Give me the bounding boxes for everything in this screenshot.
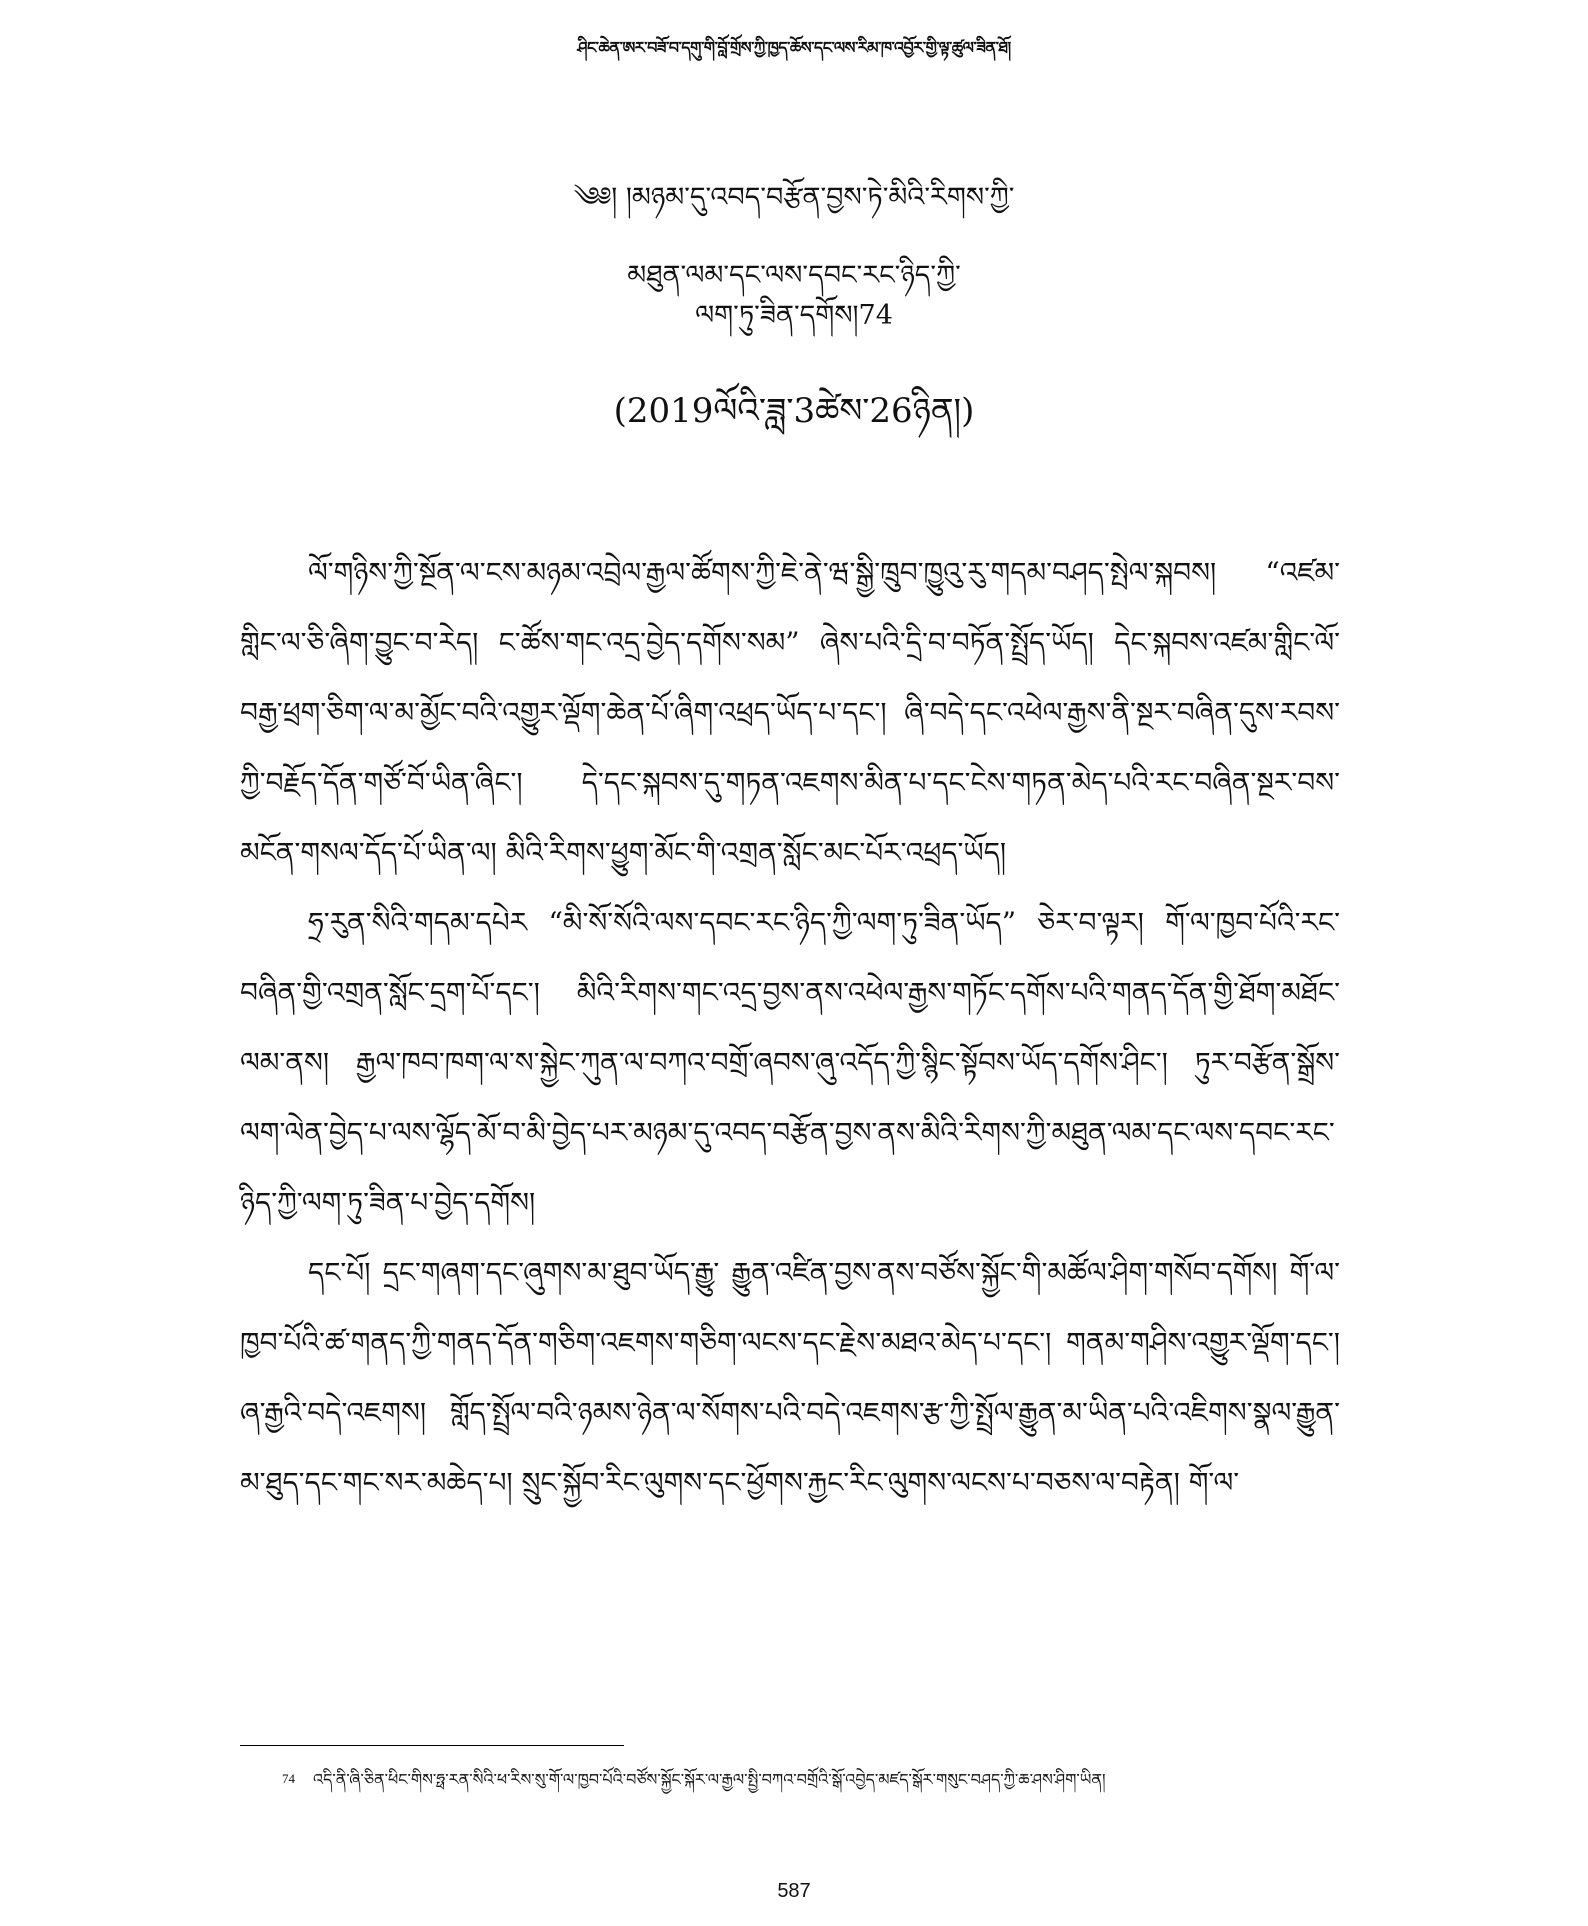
title-date: (2019ལོའི་ཟླ་3ཚེས་26ཉིན།) [613,391,975,431]
footnote-divider [240,1745,624,1746]
title-line-1: ༄༅། །མཉམ་དུ་འབད་བརྩོན་བྱས་ཏེ་མིའི་རིགས་ཀྱི་ [573,182,1015,213]
page-number: 587 [777,1880,811,1902]
footnote-number: 74 [282,1771,295,1786]
running-header: ཤིང་ཆེན་ཨར་བཟོ་བ་དགུ་གི་བློ་གྲོས་ཀྱི་ཁྱད་ཆོས་དང་ལས་རིམ་ཁ་འབྱོར་གྱི་ལྟ་ཚུལ་ཟིན་ཐོ། [577,38,1011,57]
paragraph-2: ཧྲ་རུན་སིའི་གདམ་དཔེར “མི་སོ་སོའི་ལས་དབང་རང་ཉིད་ཀྱི་ལག་ཏུ་ཟིན་ཡོད” ཅེར་བ་ལྟར། གོ་ལ་ཁྱབ་པོའི་རང་བཞིན་གྱི་འགྲན་སློང་དྲག་པོ་དང་། མིའི་རིགས་གང་འདྲ་བྱས་ནས་འཕེལ་རྒྱས་གཏོང་དགོས་པའི་གནད་དོན་གྱི་ཐོག་མཐོང་ལམ་ནས། རྒྱལ་ཁབ་ཁག་ལ་ས་སྐྱེང་ཀུན་ལ་བཀའ་བགྲོ་ཞབས་ཞུ་འདོད་ཀྱི་སྙིང་སྟོབས་ཡོད་དགོས་ཤིང་། ཏུར་བརྩོན་སྒྲོས་ལག་ལེན་བྱེད་པ་ལས་ལྷོད་མོ་བ་མི་བྱེད་པར་མཉམ་དུ་འབད་བརྩོན་བྱས་ནས་མིའི་རིགས་ཀྱི་མཐུན་ལམ་དང་ལས་དབང་རང་ཉིད་ཀྱི་ལག་ཏུ་ཟིན་པ་བྱེད་དགོས། [240,906,1340,1219]
footnote [282,1762,1332,1807]
title-line-2: མཐུན་ལམ་དང་ལས་དབང་རང་ཉིད་ཀྱི་ [627,260,961,291]
title-block [0,178,1588,436]
footnote-text: འདི་ནི་ཞི་ཅིན་ཕིང་གིས་ཧྥ་རན་སིའི་ཕ་རིས་སུ་གོ་ལ་ཁྱབ་པོའི་བཙོས་སྐྱོང་སྐོར་ལ་རྒྱལ་སྤྱི་བཀའ་བགྲོའི་སྒོ་འབྱེད་མཛད་སྒོར་གསུང་བཤད་ཀྱི་ཆ་ཤས་ཤིག་ཡིན། [313,1770,1106,1789]
paragraph-1: ལོ་གཉིས་ཀྱི་སྔོན་ལ་ངས་མཉམ་འབྲེལ་རྒྱལ་ཚོགས་ཀྱི་ཇེ་ནེ་ཝ་སྒྱི་ཁྲུབ་ཁྱུའུ་རུ་གདམ་བཤད་སྤེལ་སྐབས། “འཛམ་གླིང་ལ་ཅི་ཞིག་བྱུང་བ་རེད། ང་ཚོས་གང་འདྲ་བྱེད་དགོས་སམ” ཞེས་པའི་དྲི་བ་བཏོན་སྤྲོད་ཡོད། དེང་སྐབས་འཛམ་གླིང་ལོ་བརྒྱ་ཕྲག་ཅིག་ལ་མ་མྱོང་བའི་འགྱུར་ལྡོག་ཆེན་པོ་ཞིག་འཕྲད་ཡོད་པ་དང་། ཞི་བདེ་དང་འཕེལ་རྒྱས་ནི་སྔར་བཞིན་དུས་རབས་ཀྱི་བརྗོད་དོན་གཙོ་བོ་ཡིན་ཞིང་། དེ་དང་སྐབས་དུ་གཏན་འཇགས་མིན་པ་དང་ངེས་གཏན་མེད་པའི་རང་བཞིན་སྔར་བས་མངོན་གསལ་དོད་པོ་ཡིན་ལ། མིའི་རིགས་ཕྱུག་མོང་གི་འགྲན་སློང་མང་པོར་འཕྲད་ཡོད། [240,556,1340,869]
body-text [240,538,1340,1518]
paragraph-3: དང་པོ། དྲང་གཞག་དང་ཞུགས་མ་ཐུབ་ཡོད་རྒྱུ་ རྒྱུན་འཛིན་བྱས་ནས་བཙོས་སྐྱོང་གི་མཚོལ་ཤིག་གསོབ་དགོས། གོ་ལ་ཁྱབ་པོའི་ཚ་གནད་ཀྱི་གནད་དོན་གཅིག་འཇགས་གཅིག་ལངས་དང་རྗེས་མཐའ་མེད་པ་དང་། གནམ་གཤིས་འགྱུར་ལྡོག་དང་། ཞ་རྒྱའི་བདེ་འཇགས། གློད་སྤྲོལ་བའི་ཉམས་ཉེན་ལ་སོགས་པའི་བདེ་འཇགས་རྩ་ཀྱི་སྤྲོལ་རྒྱུན་མ་ཡིན་པའི་འཇིགས་སྣལ་རྒྱུན་མ་ཐུད་དང་གང་སར་མཆེད་པ། སྲུང་སྐྱོབ་རིང་ལུགས་དང་ཕྱོགས་རྐྱང་རིང་ལུགས་ལངས་པ་བཅས་ལ་བརྟེན། གོ་ལ་ [240,1256,1340,1499]
title-line-3: ལག་ཏུ་ཟིན་དགོས།74 [695,300,893,331]
